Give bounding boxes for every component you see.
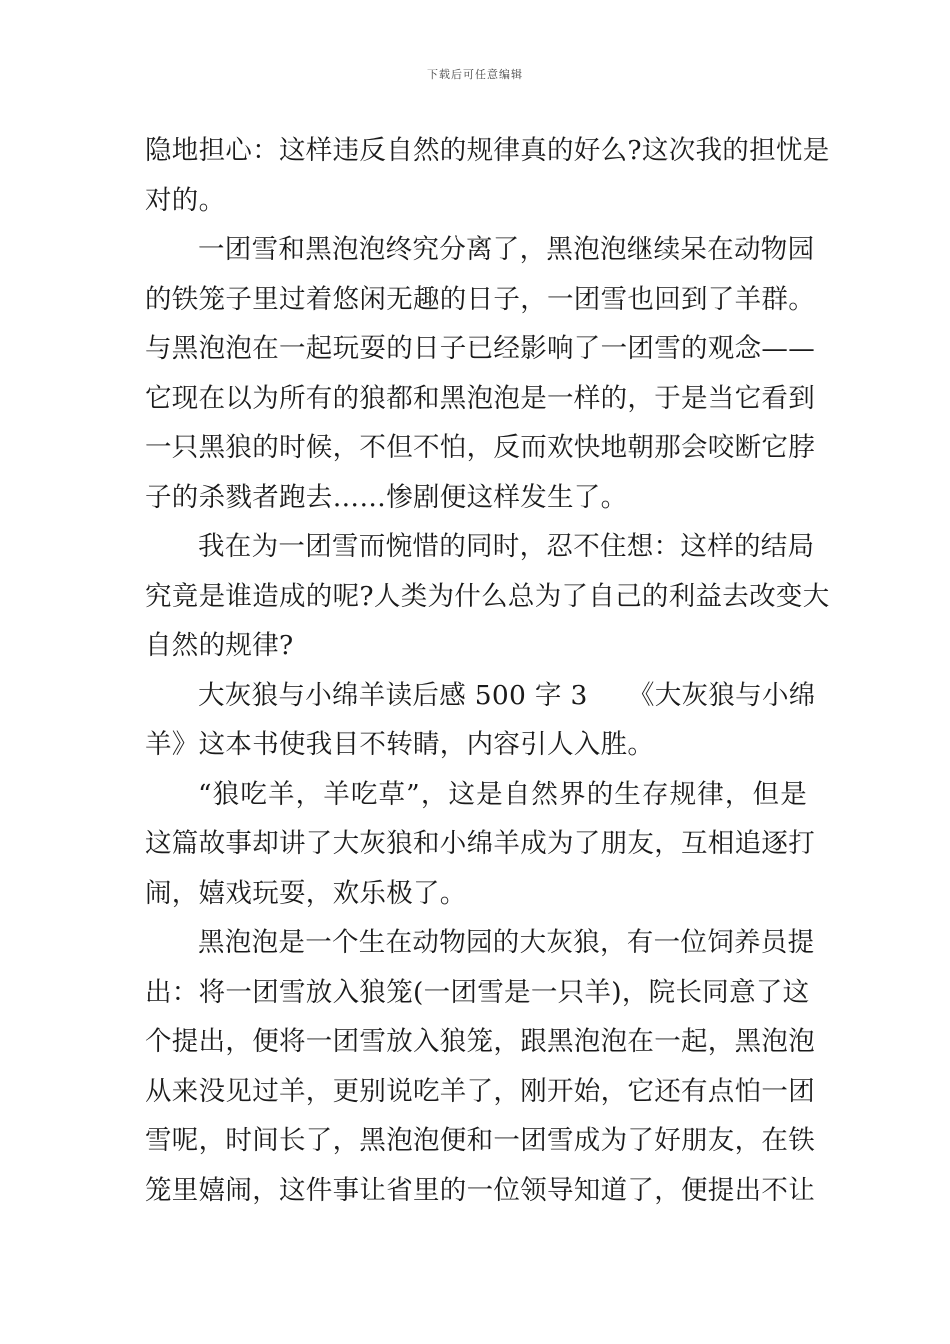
text-line: 羊》这本书使我目不转睛，内容引人入胜。 xyxy=(145,729,655,760)
header-note: 下载后可任意编辑 xyxy=(427,68,523,81)
text-line: 雪呢，时间长了，黑泡泡便和一团雪成为了好朋友，在铁 xyxy=(145,1125,815,1156)
text-line: 黑泡泡是一个生在动物园的大灰狼，有一位饲养员提 xyxy=(198,927,815,958)
text-line: 我在为一团雪而惋惜的同时，忍不住想：这样的结局 xyxy=(198,531,815,562)
text-line: 的铁笼子里过着悠闲无趣的日子，一团雪也回到了羊群。 xyxy=(145,283,815,315)
body-text xyxy=(145,126,830,1215)
text-line: 这篇故事却讲了大灰狼和小绵羊成为了朋友，互相追逐打 xyxy=(145,828,815,859)
text-line: 对的。 xyxy=(145,184,226,216)
text-line: 它现在以为所有的狼都和黑泡泡是一样的，于是当它看到 xyxy=(145,382,815,414)
text-line: 出：将一团雪放入狼笼(一团雪是一只羊)，院长同意了这 xyxy=(145,976,810,1008)
text-line: “狼吃羊，羊吃草”，这是自然界的生存规律，但是 xyxy=(198,778,807,810)
text-line: 隐地担心：这样违反自然的规律真的好么?这次我的担忧是 xyxy=(145,135,830,166)
text-line: 个提出，便将一团雪放入狼笼，跟黑泡泡在一起，黑泡泡 xyxy=(145,1026,815,1057)
text-line: 与黑泡泡在一起玩耍的日子已经影响了一团雪的观念—— xyxy=(145,333,815,364)
text-line: 大灰狼与小绵羊读后感 500 字 3 《大灰狼与小绵 xyxy=(198,679,816,711)
text-line: 自然的规律? xyxy=(145,630,294,661)
text-line: 子的杀戮者跑去……惨剧便这样发生了。 xyxy=(145,481,628,513)
text-line: 一只黑狼的时候，不但不怕，反而欢快地朝那会咬断它脖 xyxy=(145,432,815,463)
text-line: 从来没见过羊，更别说吃羊了，刚开始，它还有点怕一团 xyxy=(145,1075,815,1107)
text-line: 闹，嬉戏玩耍，欢乐极了。 xyxy=(145,877,467,909)
text-line: 一团雪和黑泡泡终究分离了，黑泡泡继续呆在动物园 xyxy=(198,234,815,265)
text-line: 究竟是谁造成的呢?人类为什么总为了自己的利益去改变大 xyxy=(145,580,830,612)
text-line: 笼里嬉闹，这件事让省里的一位领导知道了，便提出不让 xyxy=(145,1174,815,1206)
